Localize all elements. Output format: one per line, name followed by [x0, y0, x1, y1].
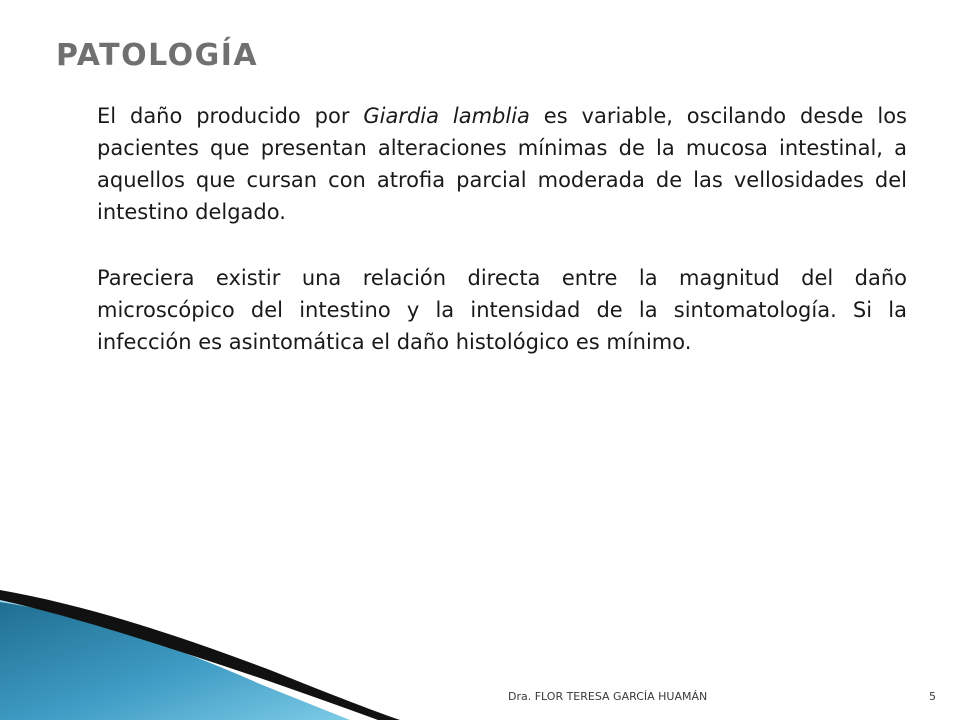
- blue-wave-shape: [0, 602, 350, 720]
- paragraph-1-start: El daño producido por: [97, 104, 364, 128]
- corner-decoration: [0, 560, 420, 720]
- paragraph-2: Pareciera existir una relación directa entre la magnitud del daño microscópico del intestino y la intensidad de la sintomatología. Si la infección es asintomática el daño histológico es mínimo.: [97, 266, 907, 354]
- slide-body: [97, 100, 907, 392]
- species-name: Giardia lamblia: [363, 104, 530, 128]
- paragraph-1-end: es variable, oscilando desde los pacientes que presentan alteraciones mínimas de la mucosa intestinal, a aquellos que cursan con atrofia parcial moderada de las vellosidades del intestino delgado.: [97, 104, 907, 224]
- paragraph-1: [97, 100, 907, 228]
- slide-title: PATOLOGÍA: [56, 38, 259, 73]
- footer-author: Dra. FLOR TERESA GARCÍA HUAMÁN: [508, 690, 708, 703]
- page-number: 5: [929, 690, 936, 703]
